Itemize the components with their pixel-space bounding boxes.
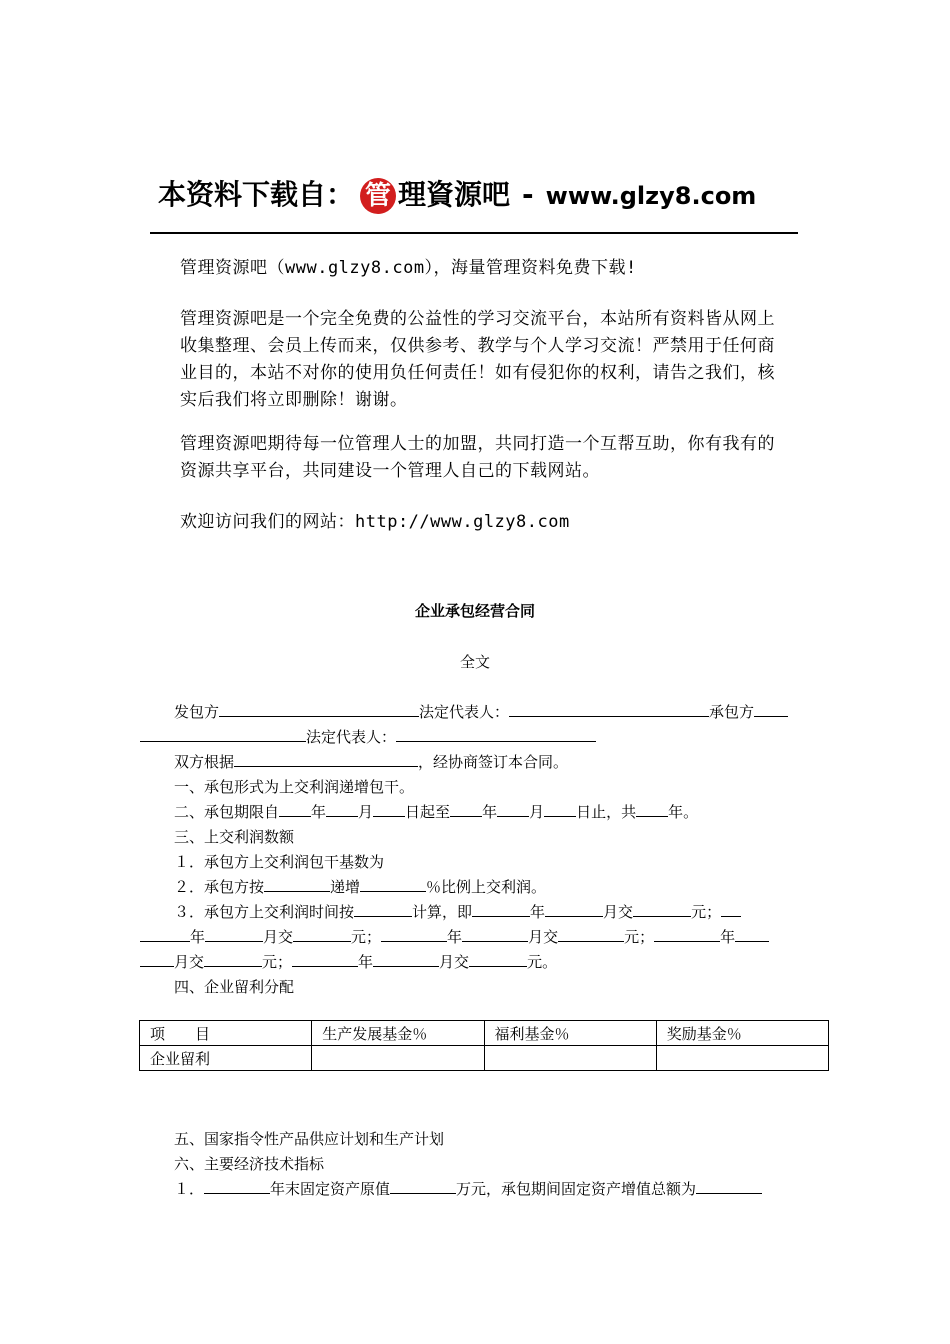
table-cell [656,1046,828,1071]
table-header-row [140,1021,829,1046]
notice-paragraph-3: 管理资源吧期待每一位管理人士的加盟，共同打造一个互帮互助，你有我有的资源共享平台，共同建设一个管理人自己的下载网站。 [180,434,775,481]
table-cell [312,1046,484,1071]
section-2: 二、承包期限自 年 月 日起至 年 月 日止，共 年。 [174,803,699,821]
document-title: 企业承包经营合同 [414,602,535,620]
section-3: 三、上交利润数额 [174,828,295,846]
section-5: 五、国家指令性产品供应计划和生产计划 [174,1130,445,1148]
section-1: 一、承包形式为上交利润递增包干。 [174,778,415,796]
profit-allocation-table [139,1020,829,1071]
notice-paragraph-4[interactable]: 欢迎访问我们的网站：http://www.glzy8.com [180,512,570,532]
section-3-item-3-line-3: 月交 元； 年 月交 元。 [140,951,557,972]
notice-paragraph-2: 管理资源吧是一个完全免费的公益性的学习交流平台，本站所有资料皆从网上收集整理、会员上传而来，仅供参考、教学与个人学习交流！严禁用于任何商业目的，本站不对你的使用负任何责任！如有侵犯你的权利，请告之我们，核实后我们将立即删除！谢谢。 [180,309,775,410]
notice-paragraph-1: 管理资源吧（www.glzy8.com），海量管理资料免费下载! [180,258,637,278]
table-header-cell: 福利基金％ [484,1021,656,1046]
banner-prefix: 本资料下载自： [158,178,355,211]
table-cell: 企业留利 [140,1046,312,1071]
banner-divider [150,232,798,234]
basis-line: 双方根据 ，经协商签订本合同。 [174,753,569,771]
table-row [140,1046,829,1071]
banner-site[interactable]: www.glzy8.com [545,182,757,210]
table-header-cell: 奖励基金％ [656,1021,828,1046]
section-3-item-3-line-1: ３．承包方上交利润时间按 计算，即 年 月交 元； [174,901,741,922]
section-3-item-3-line-2: 年 月交 元； 年 月交 元； 年 [140,926,769,947]
table-header-cell: 项 目 [140,1021,312,1046]
source-banner [158,172,798,218]
parties-line-2: 法定代表人： [140,726,596,747]
document-subtitle: 全文 [459,653,490,671]
logo-icon: 管 [360,178,396,214]
table-cell [484,1046,656,1071]
parties-line-1: 发包方 法定代表人： 承包方 [174,701,788,722]
section-6-item-1: １． 年末固定资产原值 万元，承包期间固定资产增值总额为 [174,1178,762,1199]
section-6: 六、主要经济技术指标 [174,1155,325,1173]
section-3-item-1: １．承包方上交利润包干基数为 [174,853,385,871]
banner-dash: - [522,178,534,211]
section-3-item-2: ２．承包方按 递增 ％比例上交利润。 [174,878,547,896]
table-header-cell: 生产发展基金％ [312,1021,484,1046]
section-4: 四、企业留利分配 [174,978,295,996]
banner-brand: 理資源吧 [398,178,511,211]
